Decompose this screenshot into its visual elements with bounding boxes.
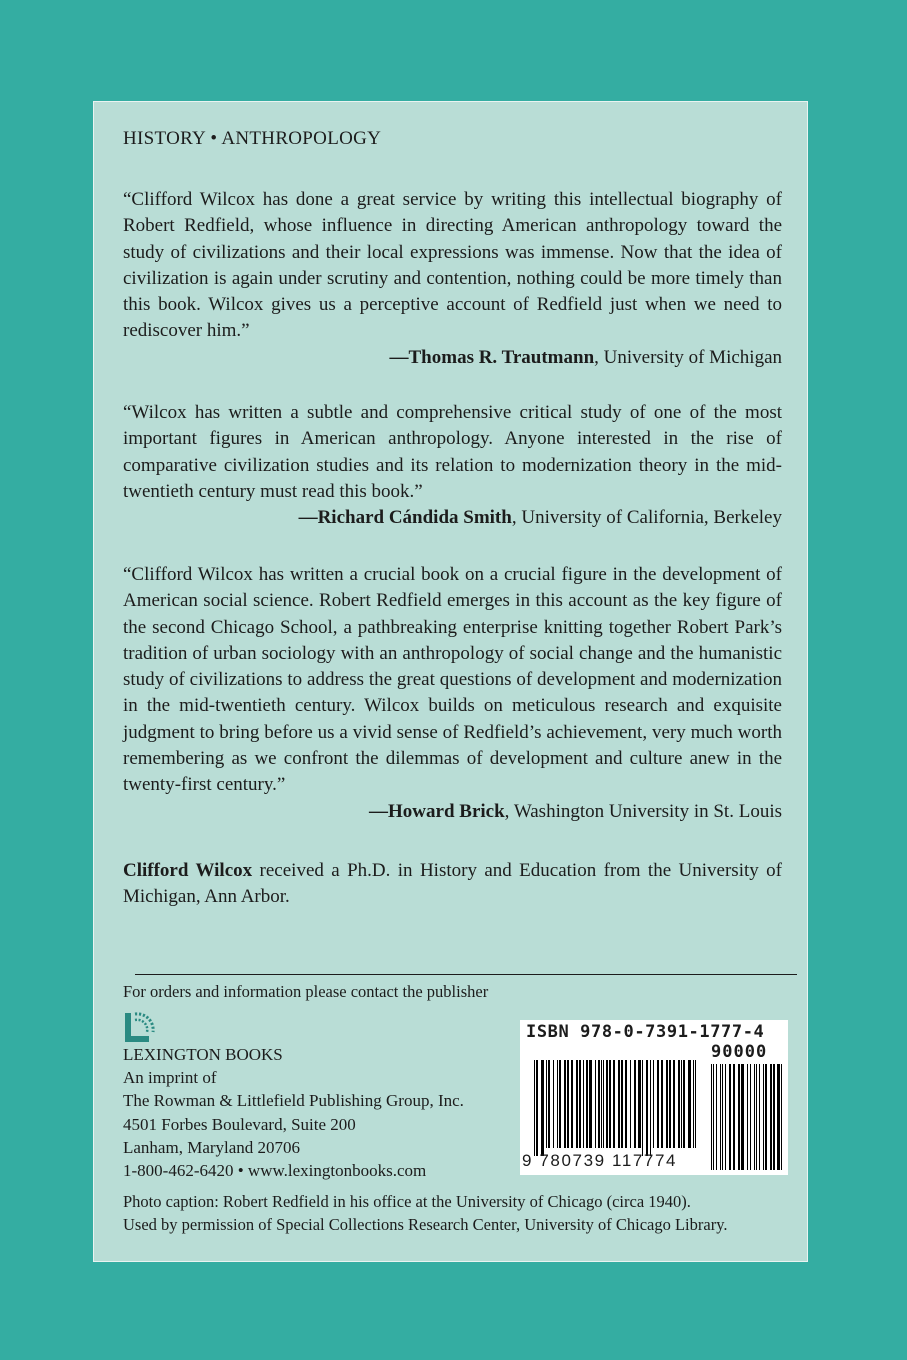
barcode-bar bbox=[759, 1064, 760, 1170]
publisher-address-2: Lanham, Maryland 20706 bbox=[123, 1137, 301, 1157]
barcode-bar bbox=[693, 1060, 694, 1148]
barcode-bar bbox=[646, 1060, 648, 1156]
publisher-contact: 1-800-462-6420 • www.lexingtonbooks.com bbox=[123, 1161, 427, 1181]
barcode-bar bbox=[595, 1060, 596, 1148]
barcode-bar bbox=[586, 1060, 588, 1148]
barcode-bar bbox=[546, 1060, 547, 1148]
price-code: 90000 bbox=[711, 1042, 768, 1062]
barcode-bar bbox=[683, 1060, 685, 1148]
barcode-bar bbox=[557, 1060, 558, 1148]
barcode-bar bbox=[609, 1060, 611, 1148]
barcode-bar bbox=[711, 1064, 712, 1170]
barcode-bar bbox=[598, 1060, 600, 1148]
barcode-bar bbox=[688, 1060, 691, 1148]
barcode-bar bbox=[750, 1064, 751, 1170]
barcode-bar bbox=[673, 1060, 675, 1148]
publisher-line-2: An imprint of bbox=[123, 1068, 217, 1088]
blurb-2 bbox=[123, 400, 782, 531]
barcode-bar bbox=[725, 1064, 726, 1170]
barcode-bar bbox=[713, 1064, 714, 1170]
blurb-1 bbox=[123, 187, 782, 371]
barcode-bar bbox=[781, 1064, 782, 1170]
barcode-bar bbox=[553, 1060, 554, 1148]
barcode-bar bbox=[669, 1060, 671, 1148]
publisher-name: LEXINGTON BOOKS bbox=[123, 1045, 283, 1064]
barcode-bar bbox=[638, 1060, 641, 1148]
isbn-barcode bbox=[520, 1020, 788, 1175]
publisher-address-1: 4501 Forbes Boulevard, Suite 200 bbox=[123, 1114, 356, 1134]
barcode-bar bbox=[773, 1064, 775, 1170]
barcode-bar bbox=[642, 1060, 643, 1156]
barcode-bar bbox=[625, 1060, 627, 1148]
barcode-bar bbox=[756, 1064, 757, 1170]
orders-line: For orders and information please contact the publisher bbox=[123, 982, 489, 1001]
barcode-bar bbox=[653, 1060, 654, 1148]
barcode-bar bbox=[536, 1060, 538, 1156]
barcode-bar bbox=[548, 1060, 550, 1148]
barcode-bar bbox=[603, 1060, 604, 1148]
author-bio bbox=[123, 858, 782, 911]
barcode-bar bbox=[650, 1060, 651, 1156]
barcode-bar bbox=[681, 1060, 682, 1148]
publisher-line-3: The Rowman & Littlefield Publishing Group, Inc. bbox=[123, 1091, 464, 1111]
blurb-1-text: “Clifford Wilcox has done a great service by writing this intellectual biography of Robert Redfield, whose influence in directing American anthropology toward the study of civilizations and their local expressions was immense. Now that the idea of civilization is again under scrutiny and contention, nothing could be more timely than this book. Wilcox gives us a perceptive account of Redfield just when we need to rediscover him.” bbox=[123, 189, 782, 342]
blurb-3-attribution bbox=[123, 799, 782, 825]
photo-caption bbox=[123, 1190, 782, 1236]
blurb-3-affiliation: , Washington University in St. Louis bbox=[504, 800, 782, 822]
isbn-label: ISBN 978-0-7391-1777-4 bbox=[526, 1022, 765, 1042]
barcode-bar bbox=[720, 1064, 721, 1170]
barcode-bar bbox=[770, 1064, 772, 1170]
barcode-bar bbox=[666, 1060, 668, 1148]
barcode-bar bbox=[661, 1060, 663, 1148]
publisher-block bbox=[123, 1043, 464, 1182]
barcode-bar bbox=[678, 1060, 680, 1148]
divider-rule bbox=[135, 974, 797, 975]
author-name: Clifford Wilcox bbox=[123, 860, 253, 881]
barcode-bar bbox=[657, 1060, 659, 1148]
barcode-bar bbox=[618, 1060, 620, 1148]
barcode-bar bbox=[571, 1060, 573, 1148]
barcode-bar bbox=[754, 1064, 755, 1170]
barcode-bar bbox=[634, 1060, 636, 1148]
blurb-2-author: —Richard Cándida Smith bbox=[298, 507, 512, 529]
blurb-2-text: “Wilcox has written a subtle and comprehensive critical study of one of the most important figures in American anthropology. Anyone interested in the rise of comparative civilization studies and its relation to modernization theory in the mid-twentieth century must read this book.” bbox=[123, 402, 782, 502]
barcode-bar bbox=[716, 1064, 717, 1170]
barcode-bar bbox=[601, 1060, 602, 1148]
barcode-bar bbox=[695, 1060, 696, 1148]
barcode-bar bbox=[583, 1060, 584, 1148]
barcode-bar bbox=[741, 1064, 744, 1170]
barcode-bar bbox=[733, 1064, 735, 1170]
barcode-bar bbox=[613, 1060, 615, 1148]
barcode-bar bbox=[777, 1064, 780, 1170]
blurb-2-attribution bbox=[123, 505, 782, 531]
blurb-1-author: —Thomas R. Trautmann bbox=[389, 346, 595, 368]
barcode-bar bbox=[747, 1064, 748, 1170]
photo-caption-line-1: Photo caption: Robert Redfield in his office at the University of Chicago (circa 1940). bbox=[123, 1192, 691, 1211]
barcode-bar bbox=[729, 1064, 731, 1170]
barcode-bar bbox=[621, 1060, 623, 1148]
barcode-bar bbox=[630, 1060, 631, 1148]
blurb-3-text: “Clifford Wilcox has written a crucial book on a crucial figure in the development of American social science. Robert Redfield emerges in this account as the key figure of the second Chicago School, a pathbreaking enterprise knitting together Robert Park’s tradition of urban sociology with an anthropology of social change and the humanistic study of civilizations to address the great questions of development and modernization in the mid-twentieth century. Wilcox builds on meticulous research and exquisite judgment to bring before us a vivid sense of Redfield’s achievement, very much worth remembering as we confront the dilemmas of development and culture anew in the twenty-first century.” bbox=[123, 564, 782, 796]
barcode-bar bbox=[738, 1064, 740, 1170]
photo-caption-line-2: Used by permission of Special Collections Research Center, University of Chicago Library. bbox=[123, 1215, 728, 1234]
barcode-bar bbox=[559, 1060, 561, 1148]
barcode-bar bbox=[579, 1060, 581, 1148]
blurb-3 bbox=[123, 562, 782, 825]
blurb-2-affiliation: , University of California, Berkeley bbox=[511, 507, 782, 529]
barcode-bar bbox=[567, 1060, 569, 1148]
blurb-1-attribution bbox=[123, 345, 782, 371]
barcode-bar bbox=[534, 1060, 535, 1156]
barcode-bar bbox=[606, 1060, 608, 1148]
ean-digits: 9 780739 117774 bbox=[522, 1151, 678, 1170]
barcode-bar bbox=[589, 1060, 592, 1148]
category-label: HISTORY • ANTHROPOLOGY bbox=[123, 128, 382, 149]
barcode-bar bbox=[541, 1060, 544, 1156]
blurb-1-affiliation: , University of Michigan bbox=[594, 346, 782, 368]
barcode-bar bbox=[765, 1064, 767, 1170]
publisher-logo-icon bbox=[123, 1010, 157, 1044]
author-bio-text bbox=[123, 858, 782, 911]
barcode-bar bbox=[763, 1064, 764, 1170]
author-bio-body: received a Ph.D. in History and Education from the University of Michigan, Ann Arbor. bbox=[123, 860, 782, 908]
back-cover-panel bbox=[93, 101, 808, 1262]
barcode-bar bbox=[564, 1060, 566, 1148]
blurb-3-author: —Howard Brick bbox=[369, 800, 505, 822]
barcode-bar bbox=[722, 1064, 723, 1170]
barcode-bar bbox=[576, 1060, 578, 1148]
